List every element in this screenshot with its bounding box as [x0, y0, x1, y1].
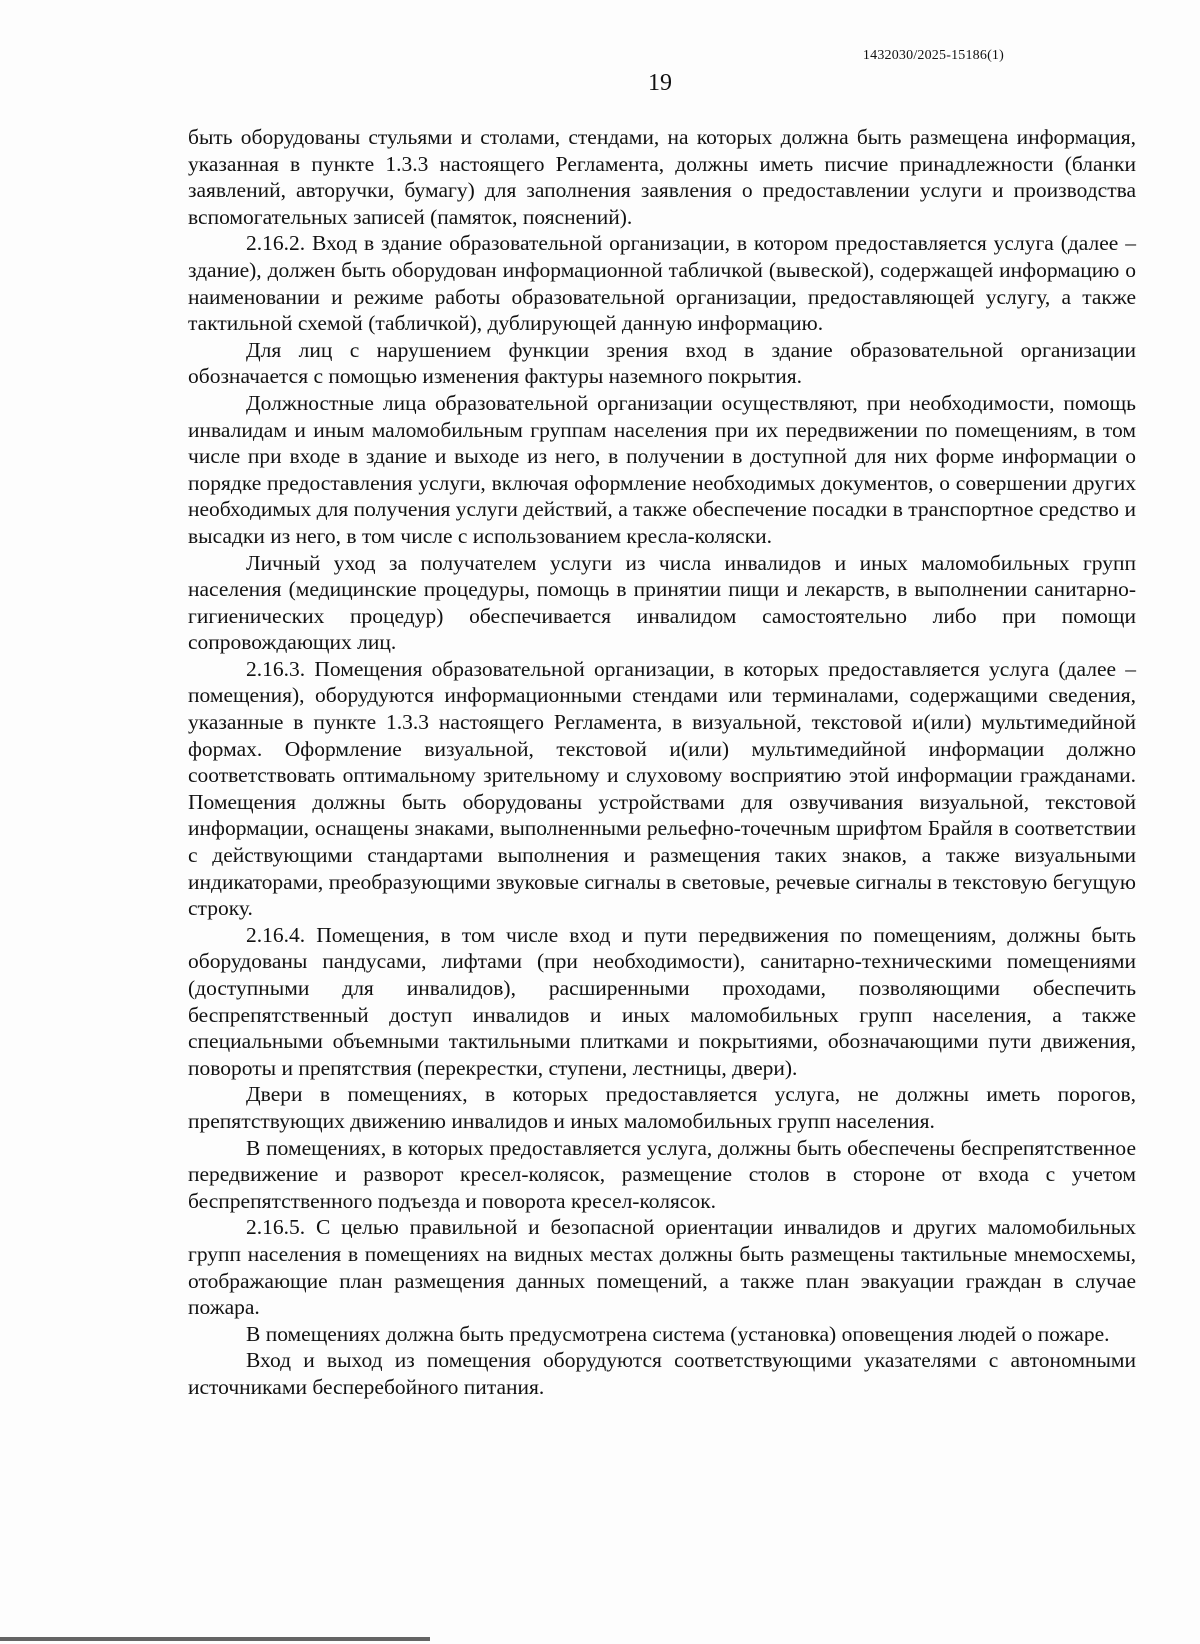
paragraph: 2.16.5. С целью правильной и безопасной ориентации инвалидов и других маломобильных групп населения в помещениях на видных местах должны быть размещены тактильные мнемосхемы, отображающие план размещения данных помещений, а также план эвакуации граждан в случае пожара. — [188, 1215, 1136, 1320]
paragraph: В помещениях, в которых предоставляется услуга, должны быть обеспечены беспрепятственное передвижение и разворот кресел-колясок, размещение столов в стороне от входа с учетом беспрепятственного подъезда и поворота кресел-колясок. — [188, 1135, 1136, 1213]
paragraph: Для лиц с нарушением функции зрения вход в здание образовательной организации обозначается с помощью изменения фактуры наземного покрытия. — [188, 337, 1136, 389]
scan-edge-line — [0, 1637, 430, 1641]
paragraph: 2.16.4. Помещения, в том числе вход и пути передвижения по помещениям, должны быть оборудованы пандусами, лифтами (при необходимости), санитарно-техническими помещениями (доступными для инвалидов), расширенными проходами, позволяющими обеспечить беспрепятственный доступ инвалидов и иных маломобильных групп населения, а также специальными объемными тактильными плитками и покрытиями, обозначающими пути движения, повороты и препятствия (перекрестки, ступени, лестницы, двери). — [188, 922, 1136, 1080]
page-number: 19 — [648, 70, 672, 96]
paragraph: быть оборудованы стульями и столами, стендами, на которых должна быть размещена информация, указанная в пункте 1.3.3 настоящего Регламента, должны иметь писчие принадлежности (бланки заявлений, авторучки, бумагу) для заполнения заявления о предоставлении услуги и производства вспомогательных записей (памяток, пояснений). — [188, 125, 1136, 229]
document-body — [188, 124, 1136, 1401]
document-number: 1432030/2025-15186(1) — [862, 48, 1004, 63]
paragraph: Вход и выход из помещения оборудуются соответствующими указателями с автономными источниками бесперебойного питания. — [188, 1348, 1136, 1399]
paragraph: Должностные лица образовательной организации осуществляют, при необходимости, помощь инвалидам и иным маломобильным группам населения при их передвижении по помещениям, в том числе при входе в здание и выходе из него, в получении в доступной для них форме информации о порядке предоставления услуги, включая оформление необходимых документов, о совершении других необходимых для получения услуги действий, а также обеспечение посадки в транспортное средство и высадки из него, в том числе с использованием кресла-коляски. — [188, 390, 1136, 548]
paragraph: Личный уход за получателем услуги из числа инвалидов и иных маломобильных групп населения (медицинские процедуры, помощь в принятии пищи и лекарств, в выполнении санитарно-гигиенических процедур) обеспечивается инвалидом самостоятельно либо при помощи сопровождающих лиц. — [188, 550, 1136, 655]
paragraph: В помещениях должна быть предусмотрена система (установка) оповещения людей о пожаре. — [246, 1321, 1110, 1346]
paragraph: 2.16.2. Вход в здание образовательной организации, в котором предоставляется услуга (далее – здание), должен быть оборудован информационной табличкой (вывеской), содержащей информацию о наименовании и режиме работы образовательной организации, предоставляющей услугу, а также тактильной схемой (табличкой), дублирующей данную информацию. — [188, 231, 1136, 336]
paragraph: Двери в помещениях, в которых предоставляется услуга, не должны иметь порогов, препятствующих движению инвалидов и иных маломобильных групп населения. — [188, 1082, 1136, 1133]
paragraph: 2.16.3. Помещения образовательной организации, в которых предоставляется услуга (далее – помещения), оборудуются информационными стендами или терминалами, содержащими сведения, указанные в пункте 1.3.3 настоящего Регламента, в визуальной, текстовой и(или) мультимедийной формах. Оформление визуальной, текстовой и(или) мультимедийной информации должно соответствовать оптимальному зрительному и слуховому восприятию этой информации гражданами. Помещения должны быть оборудованы устройствами для озвучивания визуальной, текстовой информации, оснащены знаками, выполненными рельефно-точечным шрифтом Брайля в соответствии с действующими стандартами выполнения и размещения таких знаков, а также визуальными индикаторами, преобразующими звуковые сигналы в световые, речевые сигналы в текстовую бегущую строку. — [188, 656, 1136, 921]
